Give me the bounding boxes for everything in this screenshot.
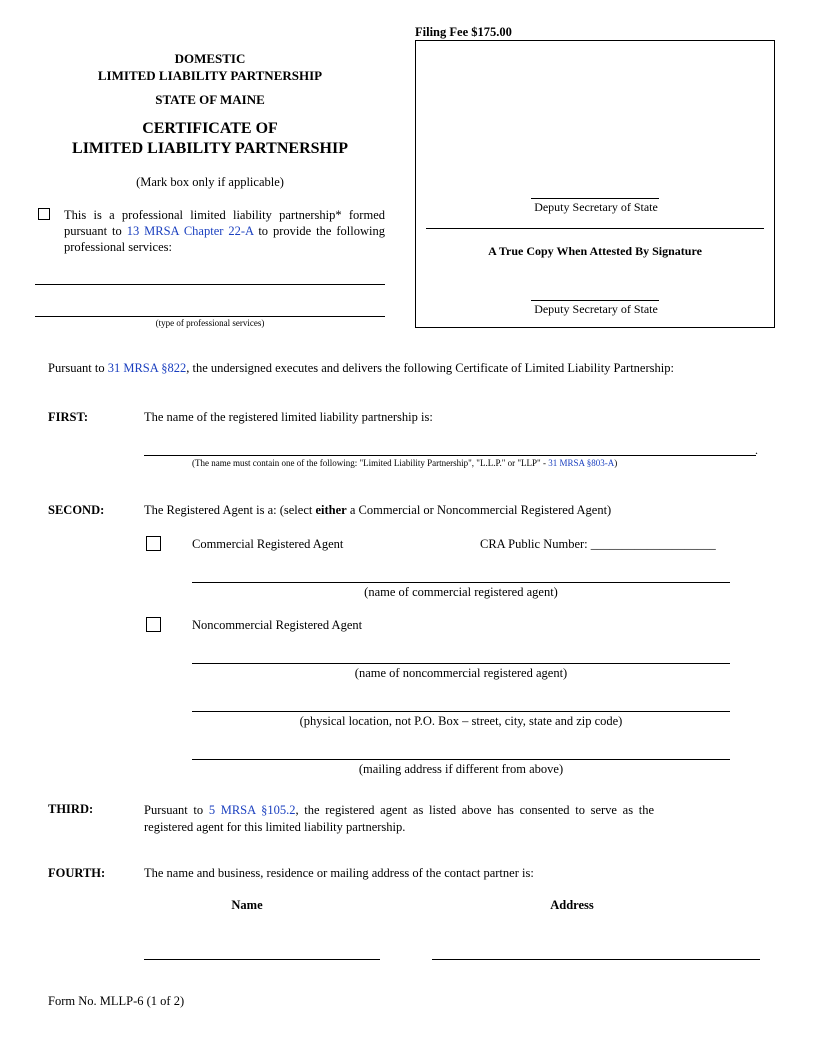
pursuant-statement bbox=[48, 361, 788, 376]
second-label: SECOND: bbox=[48, 503, 105, 517]
physical-location-line[interactable] bbox=[192, 711, 730, 712]
filing-box bbox=[415, 40, 775, 328]
first-label: FIRST: bbox=[48, 410, 89, 424]
noncommercial-agent-label: Noncommercial Registered Agent bbox=[192, 618, 363, 632]
certificate-title bbox=[40, 119, 380, 159]
filing-fee: Filing Fee $175.00 bbox=[415, 25, 512, 39]
certificate-title-line1: CERTIFICATE OF bbox=[142, 120, 278, 137]
third-text-post: , the registered agent as listed above has consented to serve as the registered agent for this limited liability partnership. bbox=[144, 803, 654, 834]
professional-llp-checkbox[interactable] bbox=[38, 208, 50, 220]
form-number: Form No. MLLP-6 (1 of 2) bbox=[48, 994, 185, 1008]
form-type-title bbox=[40, 50, 380, 84]
professional-services-caption: (type of professional services) bbox=[155, 318, 265, 328]
second-text bbox=[144, 503, 611, 518]
second-text-pre: The Registered Agent is a: (select bbox=[144, 503, 316, 517]
noncommercial-agent-caption: (name of noncommercial registered agent) bbox=[354, 666, 568, 680]
pursuant-post: , the undersigned executes and delivers the following Certificate of Limited Liability Partnership: bbox=[186, 361, 674, 375]
commercial-agent-name-line[interactable] bbox=[192, 582, 730, 583]
deputy-secretary-label-1: Deputy Secretary of State bbox=[534, 200, 658, 214]
true-copy-label: A True Copy When Attested By Signature bbox=[488, 244, 702, 258]
professional-services-line-1[interactable] bbox=[35, 284, 385, 285]
mark-box-note: (Mark box only if applicable) bbox=[136, 175, 284, 189]
llp-name-period: . bbox=[755, 443, 758, 457]
statute-link-5-mrsa-105[interactable]: 5 MRSA §105.2 bbox=[208, 803, 296, 817]
llp-name-note bbox=[192, 458, 617, 468]
second-text-either: either bbox=[315, 503, 347, 517]
statute-link-13-mrsa[interactable]: 13 MRSA Chapter 22-A bbox=[126, 224, 254, 238]
mailing-address-line[interactable] bbox=[192, 759, 730, 760]
state-title: STATE OF MAINE bbox=[155, 92, 265, 107]
professional-text-part1: This is a professional limited liability partnership* formed pursuant to bbox=[64, 208, 385, 238]
third-text bbox=[144, 802, 654, 836]
title-llp: LIMITED LIABILITY PARTNERSHIP bbox=[97, 68, 323, 83]
deputy-secretary-label-2: Deputy Secretary of State bbox=[534, 302, 658, 316]
third-text-pre: Pursuant to bbox=[144, 803, 209, 817]
noncommercial-agent-checkbox[interactable] bbox=[146, 617, 161, 632]
physical-location-caption: (physical location, not P.O. Box – street, city, state and zip code) bbox=[299, 714, 623, 728]
pursuant-pre: Pursuant to bbox=[48, 361, 108, 375]
statute-link-31-mrsa-803a[interactable]: 31 MRSA §803-A bbox=[548, 458, 615, 468]
fourth-text: The name and business, residence or mailing address of the contact partner is: bbox=[144, 866, 534, 880]
professional-llp-text bbox=[64, 207, 385, 255]
cra-public-number-field[interactable]: CRA Public Number: ____________________ bbox=[480, 537, 716, 551]
mailing-address-caption: (mailing address if different from above) bbox=[358, 762, 564, 776]
deputy-signature-line-1 bbox=[531, 198, 659, 199]
contact-partner-address-line[interactable] bbox=[432, 959, 760, 960]
second-text-post: a Commercial or Noncommercial Registered Agent) bbox=[346, 503, 612, 517]
professional-services-line-2[interactable] bbox=[35, 316, 385, 317]
llp-name-line[interactable] bbox=[144, 455, 756, 456]
address-column-header: Address bbox=[550, 898, 594, 912]
commercial-agent-checkbox[interactable] bbox=[146, 536, 161, 551]
commercial-agent-caption: (name of commercial registered agent) bbox=[364, 585, 558, 599]
contact-partner-name-line[interactable] bbox=[144, 959, 380, 960]
name-column-header: Name bbox=[231, 898, 263, 912]
first-text: The name of the registered limited liability partnership is: bbox=[144, 410, 433, 424]
fourth-label: FOURTH: bbox=[48, 866, 106, 880]
commercial-agent-label: Commercial Registered Agent bbox=[192, 537, 344, 551]
professional-text-part2: to provide the following professional services: bbox=[64, 224, 385, 254]
certificate-title-line2: LIMITED LIABILITY PARTNERSHIP bbox=[72, 140, 348, 157]
statute-link-31-mrsa-822[interactable]: 31 MRSA §822 bbox=[107, 361, 187, 375]
llp-name-note-pre: (The name must contain one of the following: "Limited Liability Partnership", "L.L.P." or "LLP" - bbox=[192, 458, 549, 468]
noncommercial-agent-name-line[interactable] bbox=[192, 663, 730, 664]
llp-name-note-post: ) bbox=[614, 458, 618, 468]
title-domestic: DOMESTIC bbox=[174, 51, 246, 66]
filing-box-divider bbox=[426, 228, 764, 229]
third-label: THIRD: bbox=[48, 802, 94, 816]
deputy-signature-line-2 bbox=[531, 300, 659, 301]
